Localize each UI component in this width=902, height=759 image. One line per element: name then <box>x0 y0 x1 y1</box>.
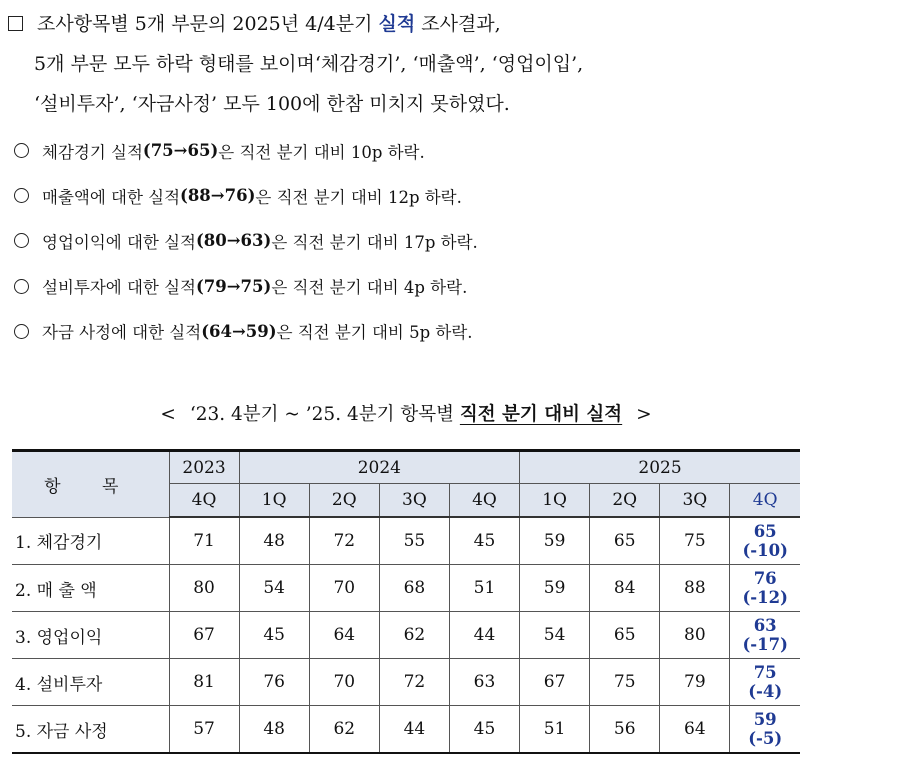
bullet-change: (64→59) <box>201 321 277 341</box>
table-cell: 79 <box>660 659 730 706</box>
latest-cell <box>730 565 800 612</box>
table-cell: 75 <box>590 659 660 706</box>
table-cell: 48 <box>239 517 309 565</box>
bullet-item <box>14 309 874 354</box>
bullet-item <box>14 218 874 263</box>
table-cell: 84 <box>590 565 660 612</box>
summary-line-1 <box>8 4 898 44</box>
table-cell: 57 <box>169 706 239 754</box>
row-label: 1. 체감경기 <box>12 517 169 565</box>
latest-value: 75 <box>753 663 777 682</box>
bullet-text: 자금 사정에 대한 실적 <box>42 323 202 343</box>
latest-value: 65 <box>753 522 777 541</box>
latest-value: 76 <box>753 569 777 588</box>
bullet-item <box>14 128 874 173</box>
table-cell: 44 <box>379 706 449 754</box>
circle-bullet-icon <box>14 188 29 203</box>
bullet-tail: 은 직전 분기 대비 17p 하락. <box>271 232 478 252</box>
table-cell: 44 <box>449 612 519 659</box>
table-title-emphasis: 직전 분기 대비 실적 <box>459 404 623 425</box>
quarter-header: 1Q <box>520 484 590 518</box>
summary-emphasis: 실적 <box>378 13 416 35</box>
table-cell: 70 <box>309 659 379 706</box>
table-cell: 72 <box>379 659 449 706</box>
bullet-change: (88→76) <box>180 186 256 206</box>
row-label: 5. 자금 사정 <box>12 706 169 754</box>
quarter-header: 2Q <box>309 484 379 518</box>
table-cell: 80 <box>660 612 730 659</box>
year-header: 2024 <box>239 451 519 484</box>
table-cell: 65 <box>590 517 660 565</box>
table-cell: 51 <box>449 565 519 612</box>
table-cell: 64 <box>660 706 730 754</box>
checkbox-square-icon <box>8 16 23 31</box>
latest-cell <box>730 517 800 565</box>
table-row <box>12 565 800 612</box>
latest-cell <box>730 706 800 754</box>
quarter-header: 3Q <box>379 484 449 518</box>
bullet-text: 매출액에 대한 실적 <box>42 187 181 207</box>
table-cell: 45 <box>449 706 519 754</box>
table-cell: 54 <box>520 612 590 659</box>
quarter-header: 4Q <box>169 484 239 518</box>
latest-cell <box>730 612 800 659</box>
performance-table <box>12 449 800 754</box>
table-cell: 63 <box>449 659 519 706</box>
circle-bullet-icon <box>14 324 29 339</box>
item-column-header: 항 목 <box>12 451 169 518</box>
table-cell: 64 <box>309 612 379 659</box>
table-row <box>12 706 800 754</box>
bullet-change: (75→65) <box>142 141 219 161</box>
latest-cell <box>730 659 800 706</box>
table-cell: 67 <box>520 659 590 706</box>
bullet-item <box>14 173 874 218</box>
table-cell: 59 <box>520 517 590 565</box>
table-cell: 54 <box>239 565 309 612</box>
table-cell: 71 <box>169 517 239 565</box>
bullet-tail: 은 직전 분기 대비 4p 하락. <box>271 278 468 298</box>
summary-paragraph <box>8 4 898 124</box>
quarter-header: 4Q <box>449 484 519 518</box>
table-title-close: > <box>636 404 652 425</box>
latest-change: (-5) <box>748 729 783 748</box>
latest-change: (-17) <box>742 635 788 654</box>
bullet-tail: 은 직전 분기 대비 12p 하락. <box>255 187 462 207</box>
table-cell: 55 <box>379 517 449 565</box>
bullet-list <box>14 128 874 354</box>
bullet-change: (80→63) <box>195 231 272 251</box>
table-cell: 62 <box>379 612 449 659</box>
summary-line-1-text: 조사항목별 5개 부문의 2025년 4/4분기 <box>37 13 379 35</box>
circle-bullet-icon <box>14 233 29 248</box>
summary-line-3: ‘설비투자’, ‘자금사정’ 모두 100에 한참 미치지 못하였다. <box>34 93 510 115</box>
year-header: 2023 <box>169 451 239 484</box>
row-label: 3. 영업이익 <box>12 612 169 659</box>
bullet-tail: 은 직전 분기 대비 5p 하락. <box>276 323 473 343</box>
table-title <box>0 400 812 426</box>
row-label: 4. 설비투자 <box>12 659 169 706</box>
summary-line-2: 5개 부문 모두 하락 형태를 보이며‘체감경기’, ‘매출액’, ‘영업이입’, <box>34 53 584 75</box>
latest-change: (-12) <box>742 588 788 607</box>
table-cell: 45 <box>239 612 309 659</box>
latest-change: (-10) <box>742 541 788 560</box>
bullet-change: (79→75) <box>195 276 272 296</box>
bullet-text: 영업이익에 대한 실적 <box>42 232 196 252</box>
table-cell: 62 <box>309 706 379 754</box>
quarter-header: 1Q <box>239 484 309 518</box>
summary-line-1-end: 조사결과, <box>415 13 501 35</box>
table-cell: 65 <box>590 612 660 659</box>
table-cell: 88 <box>660 565 730 612</box>
table-cell: 76 <box>239 659 309 706</box>
table-row <box>12 659 800 706</box>
quarter-header: 3Q <box>660 484 730 518</box>
table-cell: 56 <box>590 706 660 754</box>
bullet-text: 체감경기 실적 <box>42 142 143 162</box>
table-row <box>12 517 800 565</box>
year-header: 2025 <box>520 451 800 484</box>
table-header-row-years <box>12 451 800 484</box>
table-title-open: < <box>160 404 176 425</box>
quarter-header: 2Q <box>590 484 660 518</box>
table-cell: 80 <box>169 565 239 612</box>
table-cell: 48 <box>239 706 309 754</box>
table-title-range: ‘23. 4분기 ~ ’25. 4분기 항목별 <box>189 404 454 425</box>
row-label: 2. 매 출 액 <box>12 565 169 612</box>
table-cell: 70 <box>309 565 379 612</box>
quarter-header-latest: 4Q <box>730 484 800 518</box>
table-cell: 67 <box>169 612 239 659</box>
table-row <box>12 612 800 659</box>
latest-change: (-4) <box>748 682 783 701</box>
bullet-tail: 은 직전 분기 대비 10p 하락. <box>218 142 425 162</box>
table-cell: 68 <box>379 565 449 612</box>
table-cell: 51 <box>520 706 590 754</box>
circle-bullet-icon <box>14 279 29 294</box>
bullet-item <box>14 264 874 309</box>
table-cell: 81 <box>169 659 239 706</box>
circle-bullet-icon <box>14 143 29 158</box>
table-cell: 45 <box>449 517 519 565</box>
latest-value: 63 <box>753 616 777 635</box>
latest-value: 59 <box>753 710 777 729</box>
bullet-text: 설비투자에 대한 실적 <box>42 278 196 298</box>
table-cell: 75 <box>660 517 730 565</box>
table-cell: 59 <box>520 565 590 612</box>
table-cell: 72 <box>309 517 379 565</box>
